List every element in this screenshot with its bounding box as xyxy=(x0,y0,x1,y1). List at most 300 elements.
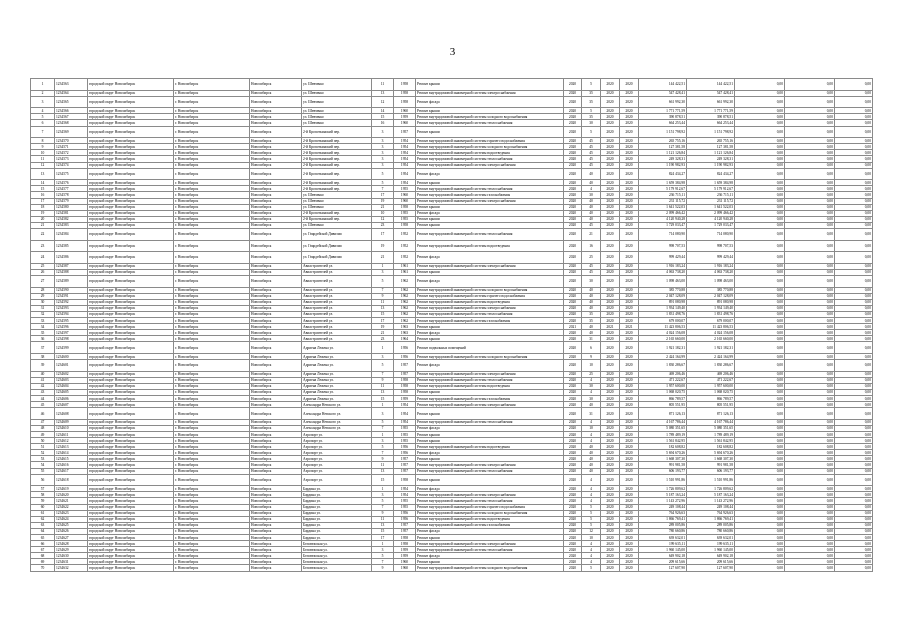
row-number-cell: 70 xyxy=(31,565,55,571)
fund-a-cell: 0,00 xyxy=(735,342,785,354)
start-year-cell: 2020 xyxy=(601,293,620,299)
fund-a-cell: 0,00 xyxy=(735,299,785,305)
cost-cell: 5 694 670,26 xyxy=(639,450,687,456)
fund-b-cell: 0,00 xyxy=(785,498,835,504)
cost-cell: 1 916 183,24 xyxy=(639,263,687,269)
fund-b-cell: 0,00 xyxy=(785,275,835,287)
count-cell: 4 xyxy=(582,553,601,559)
fund-a-cell: 0,00 xyxy=(735,450,785,456)
street-cell: Авиастроителей ул. xyxy=(302,275,372,287)
cost-cell: 4 063 738,20 xyxy=(639,269,687,275)
build-year-cell: 1957 xyxy=(394,456,416,462)
row-number-cell: 47 xyxy=(31,419,55,425)
start-year-cell: 2020 xyxy=(601,138,620,144)
locality-cell: Новосибирск xyxy=(250,311,302,317)
municipal-district-cell: городской округ Новосибирск xyxy=(88,198,174,204)
count-cell: 45 xyxy=(582,150,601,156)
row-number-cell: 24 xyxy=(31,252,55,264)
end-year-cell: 2020 xyxy=(620,240,639,252)
plan-year-cell: 2020 xyxy=(564,510,582,516)
count-cell: 5 xyxy=(582,108,601,114)
work-type-cell: Ремонт внутридомовой инженерной системы водоотведения xyxy=(416,383,564,389)
end-year-cell: 2020 xyxy=(620,371,639,377)
locality-cell: Новосибирск xyxy=(250,120,302,126)
municipal-district-cell: городской округ Новосибирск xyxy=(88,90,174,96)
cost-cell: 824 434,27 xyxy=(639,168,687,180)
plan-year-cell: 2020 xyxy=(564,210,582,216)
municipality-cell: г. Новосибирск xyxy=(174,311,250,317)
end-year-cell: 2020 xyxy=(620,559,639,565)
count-cell: 5 xyxy=(582,504,601,510)
street-cell: Аэропорт ул. xyxy=(302,432,372,438)
street-cell: ул. Гвардейской Дивизии xyxy=(302,240,372,252)
plan-year-cell: 2020 xyxy=(564,342,582,354)
street-cell: Бардина ул. xyxy=(302,504,372,510)
fund-a-cell: 0,00 xyxy=(735,498,785,504)
plan-year-cell: 2020 xyxy=(564,408,582,420)
plan-year-cell: 2020 xyxy=(564,287,582,293)
cost-cell: 1 789 489,19 xyxy=(639,432,687,438)
count-cell: 25 xyxy=(582,371,601,377)
build-year-cell: 1955 xyxy=(394,425,416,431)
municipal-district-cell: городской округ Новосибирск xyxy=(88,311,174,317)
street-cell: Аэропорт ул. xyxy=(302,462,372,468)
fund-c-cell: 0,00 xyxy=(835,377,873,383)
start-year-cell: 2020 xyxy=(601,353,620,359)
street-cell: Бардина ул. xyxy=(302,498,372,504)
fund-a-cell: 0,00 xyxy=(735,186,785,192)
plan-year-cell: 2020 xyxy=(564,144,582,150)
municipal-district-cell: городской округ Новосибирск xyxy=(88,299,174,305)
municipality-cell: г. Новосибирск xyxy=(174,228,250,240)
plan-year-cell: 2020 xyxy=(564,360,582,372)
municipal-district-cell: городской округ Новосибирск xyxy=(88,438,174,444)
municipality-cell: г. Новосибирск xyxy=(174,425,250,431)
fund-c-cell: 0,00 xyxy=(835,192,873,198)
street-cell: Адриена Лежена ул. xyxy=(302,353,372,359)
total-cost-cell: 1 831 498,76 xyxy=(687,311,735,317)
total-cost-cell: 1 561 842,95 xyxy=(687,438,735,444)
house-id-cell: 1234586 xyxy=(55,252,88,264)
build-year-cell: 1963 xyxy=(394,330,416,336)
row-number-cell: 16 xyxy=(31,192,55,198)
municipal-district-cell: городской округ Новосибирск xyxy=(88,559,174,565)
start-year-cell: 2020 xyxy=(601,252,620,264)
row-number-cell: 35 xyxy=(31,330,55,336)
start-year-cell: 2020 xyxy=(601,156,620,162)
municipal-district-cell: городской округ Новосибирск xyxy=(88,498,174,504)
count-cell: 45 xyxy=(582,162,601,168)
house-id-cell: 1234587 xyxy=(55,263,88,269)
plan-year-cell: 2020 xyxy=(564,228,582,240)
total-cost-cell: 4 120 940,28 xyxy=(687,216,735,222)
plan-year-cell: 2020 xyxy=(564,396,582,402)
count-cell: 5 xyxy=(582,126,601,138)
end-year-cell: 2020 xyxy=(620,192,639,198)
fund-c-cell: 0,00 xyxy=(835,516,873,522)
house-id-cell: 1234590 xyxy=(55,287,88,293)
house-id-cell: 1234620 xyxy=(55,492,88,498)
work-type-cell: Ремонт крыши xyxy=(416,456,564,462)
end-year-cell: 2020 xyxy=(620,565,639,571)
fund-c-cell: 0,00 xyxy=(835,180,873,186)
cost-cell: 127 381,58 xyxy=(639,144,687,150)
municipal-district-cell: городской округ Новосибирск xyxy=(88,492,174,498)
row-number-cell: 34 xyxy=(31,324,55,330)
plan-year-cell: 2020 xyxy=(564,318,582,324)
house-number-cell: 21 xyxy=(372,252,394,264)
fund-c-cell: 0,00 xyxy=(835,293,873,299)
total-cost-cell: 1 668 307,30 xyxy=(687,456,735,462)
street-cell: Александра Невского ул. xyxy=(302,408,372,420)
street-cell: ул. Шевченко xyxy=(302,120,372,126)
work-type-cell: Ремонт крыши xyxy=(416,389,564,395)
total-cost-cell: 639 632,01 xyxy=(687,535,735,541)
cost-cell: 1 830 286,67 xyxy=(639,360,687,372)
municipal-district-cell: городской округ Новосибирск xyxy=(88,263,174,269)
fund-a-cell: 0,00 xyxy=(735,305,785,311)
street-cell: ул. Шевченко xyxy=(302,79,372,91)
fund-c-cell: 0,00 xyxy=(835,222,873,228)
end-year-cell: 2020 xyxy=(620,114,639,120)
locality-cell: Новосибирск xyxy=(250,383,302,389)
fund-a-cell: 0,00 xyxy=(735,79,785,91)
house-id-cell: 1234563 xyxy=(55,79,88,91)
locality-cell: Новосибирск xyxy=(250,330,302,336)
locality-cell: Новосибирск xyxy=(250,162,302,168)
work-type-cell: Ремонт внутридомовой инженерной системы холодного водоснабжения xyxy=(416,510,564,516)
house-id-cell: 1234610 xyxy=(55,425,88,431)
cost-cell: 1 934 149,40 xyxy=(639,305,687,311)
end-year-cell: 2020 xyxy=(620,425,639,431)
work-type-cell: Ремонт внутридомовой инженерной системы газоснабжения xyxy=(416,318,564,324)
row-number-cell: 39 xyxy=(31,360,55,372)
locality-cell: Новосибирск xyxy=(250,438,302,444)
total-cost-cell: 1 143 272,96 xyxy=(687,498,735,504)
work-type-cell: Ремонт внутридомовой инженерной системы электроснабжения xyxy=(416,541,564,547)
house-number-cell: 5 xyxy=(372,168,394,180)
end-year-cell: 2020 xyxy=(620,150,639,156)
plan-year-cell: 2020 xyxy=(564,336,582,342)
house-number-cell: 3 xyxy=(372,408,394,420)
work-type-cell: Ремонт внутридомовой инженерной системы электроснабжения xyxy=(416,305,564,311)
count-cell: 10 xyxy=(582,360,601,372)
locality-cell: Новосибирск xyxy=(250,263,302,269)
municipal-district-cell: городской округ Новосибирск xyxy=(88,336,174,342)
street-cell: 2-й Кропоткинский пер. xyxy=(302,168,372,180)
municipality-cell: г. Новосибирск xyxy=(174,432,250,438)
street-cell: Авиастроителей ул. xyxy=(302,305,372,311)
municipal-district-cell: городской округ Новосибирск xyxy=(88,553,174,559)
count-cell: 45 xyxy=(582,222,601,228)
fund-c-cell: 0,00 xyxy=(835,419,873,425)
fund-b-cell: 0,00 xyxy=(785,444,835,450)
start-year-cell: 2020 xyxy=(601,192,620,198)
locality-cell: Новосибирск xyxy=(250,222,302,228)
house-id-cell: 1234607 xyxy=(55,402,88,408)
fund-a-cell: 0,00 xyxy=(735,360,785,372)
house-id-cell: 1234611 xyxy=(55,432,88,438)
end-year-cell: 2020 xyxy=(620,360,639,372)
fund-c-cell: 0,00 xyxy=(835,324,873,330)
fund-a-cell: 0,00 xyxy=(735,216,785,222)
locality-cell: Новосибирск xyxy=(250,371,302,377)
street-cell: ул. Шевченко xyxy=(302,114,372,120)
municipality-cell: г. Новосибирск xyxy=(174,305,250,311)
end-year-cell: 2020 xyxy=(620,396,639,402)
fund-c-cell: 0,00 xyxy=(835,504,873,510)
fund-b-cell: 0,00 xyxy=(785,360,835,372)
plan-year-cell: 2020 xyxy=(564,90,582,96)
fund-a-cell: 0,00 xyxy=(735,114,785,120)
work-type-cell: Ремонт внутридомовой инженерной системы горячего водоснабжения xyxy=(416,138,564,144)
cost-cell: 1 921 182,31 xyxy=(639,342,687,354)
municipal-district-cell: городской округ Новосибирск xyxy=(88,252,174,264)
house-number-cell: 5 xyxy=(372,275,394,287)
plan-year-cell: 2020 xyxy=(564,311,582,317)
row-number-cell: 63 xyxy=(31,522,55,528)
plan-year-cell: 2020 xyxy=(564,305,582,311)
fund-a-cell: 0,00 xyxy=(735,547,785,553)
build-year-cell: 1958 xyxy=(394,389,416,395)
cost-cell: 1 098 463,00 xyxy=(639,275,687,287)
fund-c-cell: 0,00 xyxy=(835,456,873,462)
municipality-cell: г. Новосибирск xyxy=(174,90,250,96)
work-type-cell: Ремонт внутридомовой инженерной системы теплоснабжения xyxy=(416,468,564,474)
fund-c-cell: 0,00 xyxy=(835,510,873,516)
house-id-cell: 1234631 xyxy=(55,559,88,565)
house-number-cell: 15 xyxy=(372,528,394,534)
total-cost-cell: 1 934 149,40 xyxy=(687,305,735,311)
plan-year-cell: 2020 xyxy=(564,299,582,305)
house-id-cell: 1234604 xyxy=(55,383,88,389)
municipal-district-cell: городской округ Новосибирск xyxy=(88,305,174,311)
municipal-district-cell: городской округ Новосибирск xyxy=(88,383,174,389)
fund-c-cell: 0,00 xyxy=(835,468,873,474)
house-number-cell: 7 xyxy=(372,287,394,293)
total-cost-cell: 1 960 145,00 xyxy=(687,547,735,553)
work-type-cell: Ремонт внутридомовой инженерной системы электроснабжения xyxy=(416,462,564,468)
fund-a-cell: 0,00 xyxy=(735,293,785,299)
row-number-cell: 37 xyxy=(31,342,55,354)
cost-cell: 805 551,95 xyxy=(639,402,687,408)
house-id-cell: 1234608 xyxy=(55,408,88,420)
municipality-cell: г. Новосибирск xyxy=(174,263,250,269)
build-year-cell: 1958 xyxy=(394,383,416,389)
fund-c-cell: 0,00 xyxy=(835,204,873,210)
start-year-cell: 2020 xyxy=(601,305,620,311)
locality-cell: Новосибирск xyxy=(250,535,302,541)
start-year-cell: 2020 xyxy=(601,528,620,534)
count-cell: 40 xyxy=(582,450,601,456)
start-year-cell: 2020 xyxy=(601,198,620,204)
total-cost-cell: 1 190 982,93 xyxy=(687,162,735,168)
work-type-cell: Ремонт внутридомовой инженерной системы электроснабжения xyxy=(416,492,564,498)
fund-a-cell: 0,00 xyxy=(735,311,785,317)
cost-cell: 891 080,98 xyxy=(639,299,687,305)
cost-cell: 1 957 600,00 xyxy=(639,383,687,389)
table-row xyxy=(31,474,873,486)
locality-cell: Новосибирск xyxy=(250,216,302,222)
work-type-cell: Ремонт внутридомовой инженерной системы холодного водоснабжения xyxy=(416,353,564,359)
house-number-cell: 11 xyxy=(372,79,394,91)
row-number-cell: 48 xyxy=(31,425,55,431)
house-number-cell: 17 xyxy=(372,318,394,324)
plan-year-cell: 2021 xyxy=(564,324,582,330)
work-type-cell: Ремонт внутридомовой инженерной системы водоотведения xyxy=(416,299,564,305)
locality-cell: Новосибирск xyxy=(250,275,302,287)
build-year-cell: 1962 xyxy=(394,275,416,287)
locality-cell: Новосибирск xyxy=(250,198,302,204)
fund-a-cell: 0,00 xyxy=(735,330,785,336)
fund-b-cell: 0,00 xyxy=(785,450,835,456)
work-type-cell: Ремонт внутридомовой инженерной системы газоснабжения xyxy=(416,192,564,198)
total-cost-cell: 390 878,51 xyxy=(687,114,735,120)
count-cell: 35 xyxy=(582,114,601,120)
end-year-cell: 2020 xyxy=(620,120,639,126)
build-year-cell: 1958 xyxy=(394,96,416,108)
row-number-cell: 65 xyxy=(31,535,55,541)
house-id-cell: 1234625 xyxy=(55,522,88,528)
start-year-cell: 2020 xyxy=(601,360,620,372)
house-number-cell: 7 xyxy=(372,425,394,431)
house-id-cell: 1234632 xyxy=(55,565,88,571)
fund-b-cell: 0,00 xyxy=(785,192,835,198)
table-row xyxy=(31,360,873,372)
fund-c-cell: 0,00 xyxy=(835,438,873,444)
fund-a-cell: 0,00 xyxy=(735,389,785,395)
row-number-cell: 44 xyxy=(31,396,55,402)
build-year-cell: 1957 xyxy=(394,360,416,372)
house-id-cell: 1234583 xyxy=(55,222,88,228)
fund-b-cell: 0,00 xyxy=(785,330,835,336)
build-year-cell: 1955 xyxy=(394,498,416,504)
total-cost-cell: 547 428,41 xyxy=(687,90,735,96)
build-year-cell: 1954 xyxy=(394,419,416,425)
end-year-cell: 2020 xyxy=(620,336,639,342)
street-cell: ул. Шевченко xyxy=(302,90,372,96)
count-cell: 30 xyxy=(582,275,601,287)
row-number-cell: 28 xyxy=(31,287,55,293)
work-type-cell: Ремонт крыши xyxy=(416,559,564,565)
house-id-cell: 1234629 xyxy=(55,547,88,553)
count-cell: 40 xyxy=(582,444,601,450)
end-year-cell: 2020 xyxy=(620,305,639,311)
work-type-cell: Ремонт крыши xyxy=(416,535,564,541)
municipal-district-cell: городской округ Новосибирск xyxy=(88,342,174,354)
house-number-cell: 17 xyxy=(372,228,394,240)
locality-cell: Новосибирск xyxy=(250,168,302,180)
house-number-cell: 5 xyxy=(372,553,394,559)
end-year-cell: 2020 xyxy=(620,444,639,450)
row-number-cell: 1 xyxy=(31,79,55,91)
cost-cell: 289 005,86 xyxy=(639,522,687,528)
build-year-cell: 1954 xyxy=(394,492,416,498)
row-number-cell: 69 xyxy=(31,559,55,565)
plan-year-cell: 2020 xyxy=(564,114,582,120)
fund-c-cell: 0,00 xyxy=(835,108,873,114)
street-cell: 2-й Кропоткинский пер. xyxy=(302,186,372,192)
work-type-cell: Ремонт внутридомовой инженерной системы холодного водоснабжения xyxy=(416,144,564,150)
house-id-cell: 1234606 xyxy=(55,396,88,402)
house-id-cell: 1234591 xyxy=(55,293,88,299)
fund-a-cell: 0,00 xyxy=(735,522,785,528)
start-year-cell: 2020 xyxy=(601,311,620,317)
plan-year-cell: 2020 xyxy=(564,383,582,389)
build-year-cell: 1958 xyxy=(394,90,416,96)
cost-cell: 764 926,63 xyxy=(639,510,687,516)
total-cost-cell: 11 423 806,53 xyxy=(687,324,735,330)
end-year-cell: 2020 xyxy=(620,96,639,108)
start-year-cell: 2020 xyxy=(601,462,620,468)
street-cell: Беловежская ул. xyxy=(302,547,372,553)
end-year-cell: 2020 xyxy=(620,144,639,150)
count-cell: 45 xyxy=(582,269,601,275)
total-cost-cell: 679 000,07 xyxy=(687,318,735,324)
fund-b-cell: 0,00 xyxy=(785,510,835,516)
build-year-cell: 1959 xyxy=(394,553,416,559)
row-number-cell: 2 xyxy=(31,90,55,96)
start-year-cell: 2020 xyxy=(601,408,620,420)
table-row xyxy=(31,408,873,420)
fund-c-cell: 0,00 xyxy=(835,522,873,528)
total-cost-cell: 1 830 286,67 xyxy=(687,360,735,372)
fund-a-cell: 0,00 xyxy=(735,287,785,293)
row-number-cell: 7 xyxy=(31,126,55,138)
house-number-cell: 9 xyxy=(372,377,394,383)
locality-cell: Новосибирск xyxy=(250,287,302,293)
work-type-cell: Ремонт крыши xyxy=(416,438,564,444)
plan-year-cell: 2020 xyxy=(564,559,582,565)
locality-cell: Новосибирск xyxy=(250,541,302,547)
work-type-cell: Ремонт внутридомовой инженерной системы теплоснабжения xyxy=(416,377,564,383)
street-cell: Адриена Лежена ул. xyxy=(302,389,372,395)
municipal-district-cell: городской округ Новосибирск xyxy=(88,360,174,372)
work-type-cell: Ремонт крыши xyxy=(416,222,564,228)
cost-cell: 714 080,90 xyxy=(639,228,687,240)
count-cell: 4 xyxy=(582,486,601,492)
house-number-cell: 23 xyxy=(372,222,394,228)
end-year-cell: 2020 xyxy=(620,438,639,444)
cost-cell: 2 047 128,09 xyxy=(639,293,687,299)
municipality-cell: г. Новосибирск xyxy=(174,419,250,425)
work-type-cell: Ремонт крыши xyxy=(416,126,564,138)
work-type-cell: Ремонт фасада xyxy=(416,210,564,216)
municipality-cell: г. Новосибирск xyxy=(174,396,250,402)
plan-year-cell: 2020 xyxy=(564,222,582,228)
fund-a-cell: 0,00 xyxy=(735,516,785,522)
municipal-district-cell: городской округ Новосибирск xyxy=(88,222,174,228)
work-type-cell: Ремонт фасада xyxy=(416,168,564,180)
house-number-cell: 13 xyxy=(372,468,394,474)
fund-a-cell: 0,00 xyxy=(735,162,785,168)
fund-a-cell: 0,00 xyxy=(735,383,785,389)
start-year-cell: 2020 xyxy=(601,474,620,486)
street-cell: Беловежская ул. xyxy=(302,553,372,559)
work-type-cell: Ремонт фасада xyxy=(416,330,564,336)
table-row xyxy=(31,96,873,108)
fund-a-cell: 0,00 xyxy=(735,371,785,377)
house-number-cell: 11 xyxy=(372,383,394,389)
house-number-cell: 1 xyxy=(372,342,394,354)
fund-a-cell: 0,00 xyxy=(735,263,785,269)
fund-c-cell: 0,00 xyxy=(835,287,873,293)
street-cell: 2-й Кропоткинский пер. xyxy=(302,162,372,168)
total-cost-cell: 891 080,98 xyxy=(687,299,735,305)
fund-b-cell: 0,00 xyxy=(785,419,835,425)
locality-cell: Новосибирск xyxy=(250,305,302,311)
total-cost-cell: 2 047 128,09 xyxy=(687,293,735,299)
